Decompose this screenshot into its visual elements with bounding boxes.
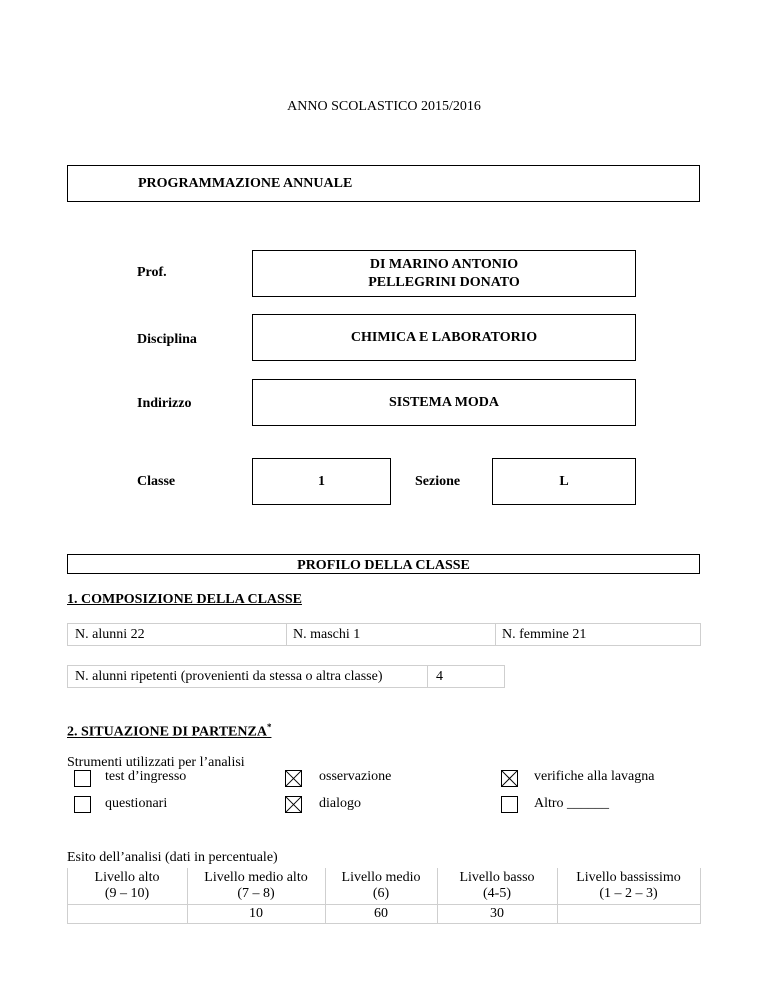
school-year: ANNO SCOLASTICO 2015/2016 <box>287 99 481 114</box>
label-osservazione: osservazione <box>319 769 392 784</box>
esito-range-basso: (4-5) <box>483 886 511 901</box>
checkbox-altro[interactable] <box>501 796 518 813</box>
disciplina-value: CHIMICA E LABORATORIO <box>350 329 538 345</box>
indirizzo-label: Indirizzo <box>137 396 192 411</box>
prof-name-2: PELLEGRINI DONATO <box>368 274 520 290</box>
indirizzo-value: SISTEMA MODA <box>388 394 500 410</box>
classe-label: Classe <box>137 474 176 489</box>
ripetenti-label: N. alunni ripetenti (provenienti da stessa o altra classe) <box>75 669 383 684</box>
label-verifiche-lavagna: verifiche alla lavagna <box>534 769 655 784</box>
disciplina-label: Disciplina <box>137 332 197 347</box>
section2-title-text: 2. SITUAZIONE DI PARTENZA <box>67 724 267 740</box>
composition-table <box>67 623 701 646</box>
prof-name-1: DI MARINO ANTONIO <box>369 256 519 272</box>
esito-header-basso: Livello basso <box>459 870 535 885</box>
label-test-ingresso: test d’ingresso <box>105 769 187 784</box>
esito-range-medio-alto: (7 – 8) <box>237 886 275 901</box>
prof-label: Prof. <box>137 265 167 280</box>
esito-column-bassissimo <box>557 870 700 902</box>
esito-value-basso: 30 <box>490 906 504 921</box>
esito-column-alto <box>67 870 187 902</box>
esito-value-medio-alto: 10 <box>249 906 263 921</box>
title-box <box>67 165 700 202</box>
sezione-box <box>492 458 636 505</box>
esito-column-medio <box>325 870 437 902</box>
section1-title: 1. COMPOSIZIONE DELLA CLASSE <box>67 592 302 607</box>
checkbox-test-ingresso[interactable] <box>74 770 91 787</box>
checkbox-verifiche-lavagna[interactable] <box>501 770 518 787</box>
checkbox-questionari[interactable] <box>74 796 91 813</box>
disciplina-box <box>252 314 636 361</box>
prof-box <box>252 250 636 297</box>
sezione-label: Sezione <box>415 474 461 489</box>
label-altro: Altro ______ <box>534 796 610 811</box>
esito-header-bassissimo: Livello bassissimo <box>576 870 681 885</box>
esito-header-medio-alto: Livello medio alto <box>204 870 308 885</box>
profile-title-box <box>67 554 700 574</box>
strumenti-label: Strumenti utilizzati per l’analisi <box>67 755 245 770</box>
sezione-value: L <box>559 473 569 489</box>
esito-column-basso <box>437 870 557 902</box>
esito-header-alto: Livello alto <box>94 870 160 885</box>
ripetenti-value: 4 <box>436 669 443 684</box>
label-dialogo: dialogo <box>319 796 361 811</box>
section2-footnote-mark: * <box>266 722 272 732</box>
esito-header-medio: Livello medio <box>341 870 421 885</box>
ripetenti-table <box>67 665 505 688</box>
document-title: PROGRAMMAZIONE ANNUALE <box>138 176 353 191</box>
esito-label: Esito dell’analisi (dati in percentuale) <box>67 850 278 865</box>
esito-range-bassissimo: (1 – 2 – 3) <box>599 886 658 901</box>
alunni-count: N. alunni 22 <box>75 627 145 642</box>
esito-column-medio-alto <box>187 870 325 902</box>
maschi-count: N. maschi 1 <box>293 627 361 642</box>
classe-value: 1 <box>318 473 325 489</box>
indirizzo-box <box>252 379 636 426</box>
esito-range-alto: (9 – 10) <box>104 886 150 901</box>
esito-value-medio: 60 <box>374 906 388 921</box>
checkbox-osservazione[interactable] <box>285 770 302 787</box>
esito-table <box>67 868 701 924</box>
classe-box <box>252 458 391 505</box>
femmine-count: N. femmine 21 <box>502 627 587 642</box>
label-questionari: questionari <box>105 796 168 811</box>
checkbox-dialogo[interactable] <box>285 796 302 813</box>
profile-title: PROFILO DELLA CLASSE <box>297 558 470 573</box>
section2-title <box>67 722 271 741</box>
esito-range-medio: (6) <box>372 886 390 901</box>
